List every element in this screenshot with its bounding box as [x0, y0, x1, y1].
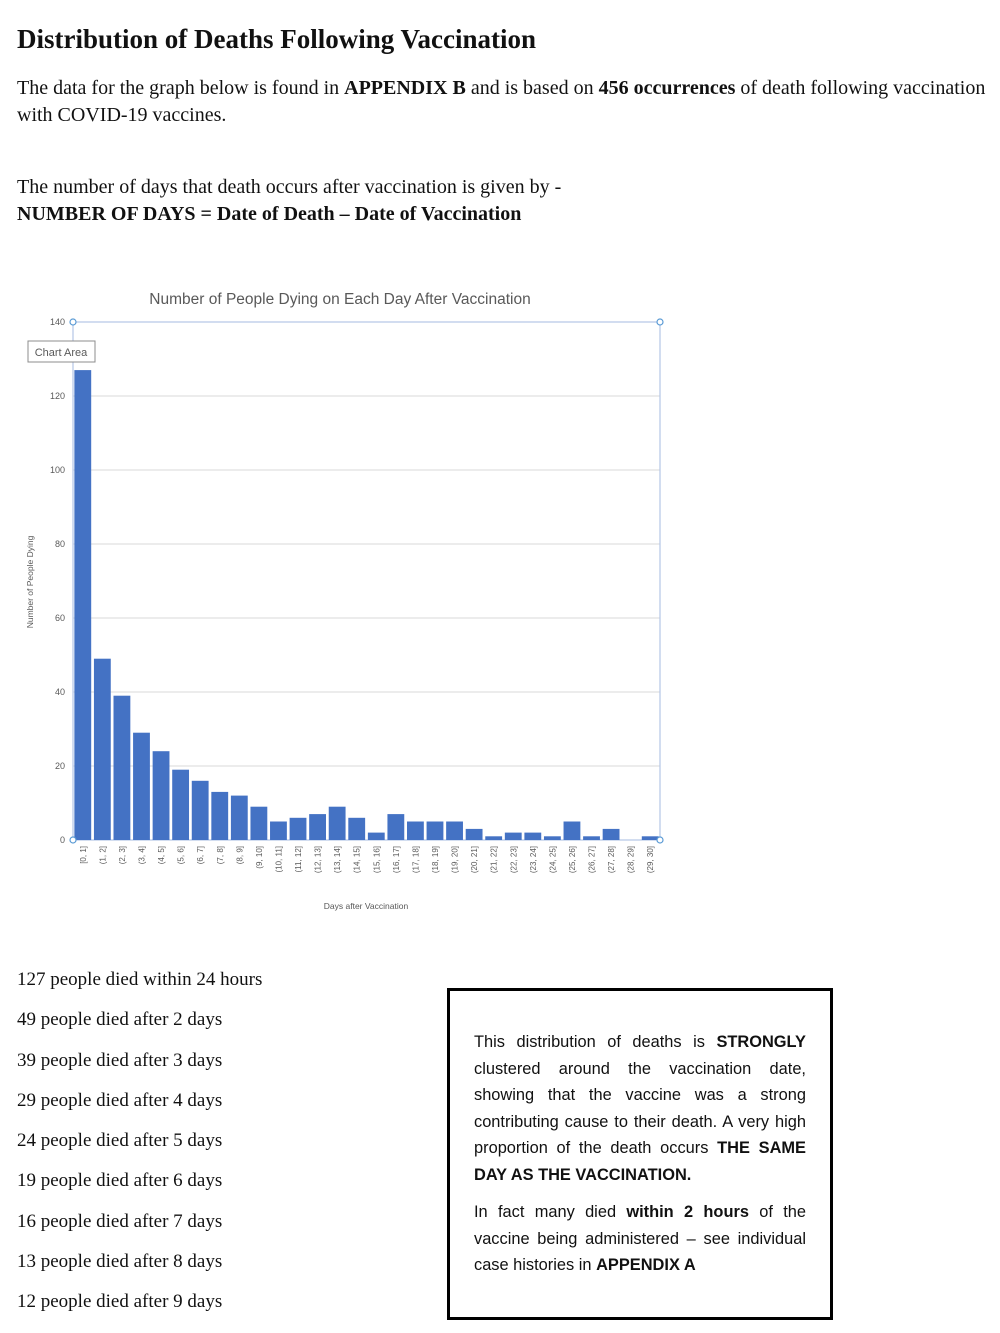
- histogram-chart[interactable]: [10, 280, 680, 930]
- chart-bars: [74, 370, 658, 840]
- histogram-bar: [642, 836, 659, 840]
- x-tick-label: (24, 25]: [548, 846, 558, 874]
- conclusion-paragraph-2: [474, 1199, 806, 1279]
- x-tick-label: (12, 13]: [313, 846, 323, 874]
- conclusion-paragraph-1: [474, 1029, 806, 1188]
- y-tick-label: 0: [59, 835, 65, 845]
- histogram-bar: [74, 370, 91, 840]
- histogram-bar: [564, 822, 581, 841]
- histogram-bar: [153, 751, 170, 840]
- occurrence-count: 456 occurrences: [598, 77, 736, 99]
- x-tick-label: (8, 9]: [235, 846, 245, 865]
- histogram-bar: [348, 818, 365, 840]
- resize-handle[interactable]: [70, 837, 76, 843]
- y-tick-label: 140: [49, 317, 65, 327]
- resize-handle[interactable]: [657, 837, 663, 843]
- x-tick-label: (22, 23]: [509, 846, 519, 874]
- intro-text-2: and is based on: [465, 77, 599, 99]
- histogram-bar: [427, 822, 444, 841]
- x-tick-label: (13, 14]: [333, 846, 343, 874]
- histogram-bar: [446, 822, 463, 841]
- page-heading: Distribution of Deaths Following Vaccination: [17, 24, 537, 54]
- list-item: 127 people died within 24 hours: [17, 969, 263, 990]
- histogram-bar: [387, 814, 404, 840]
- appendix-b-reference: APPENDIX B: [344, 77, 466, 99]
- y-tick-label: 20: [54, 761, 65, 771]
- y-tick-label: 100: [49, 465, 65, 475]
- histogram-bar: [290, 818, 307, 840]
- x-tick-label: (2, 3]: [117, 846, 127, 865]
- list-item: 19 people died after 6 days: [17, 1170, 223, 1192]
- formula-block: [17, 174, 917, 228]
- conclusion-box: [447, 988, 833, 1320]
- x-tick-label: (14, 15]: [352, 846, 362, 874]
- histogram-bar: [583, 836, 600, 840]
- list-item: 24 people died after 5 days: [17, 1130, 223, 1152]
- x-tick-label: (5, 6]: [176, 846, 186, 865]
- x-tick-label: (3, 4]: [137, 846, 147, 865]
- histogram-bar: [270, 822, 287, 841]
- formula-definition: NUMBER OF DAYS = Date of Death – Date of Vaccination: [17, 203, 522, 225]
- note-emphasis: STRONGLY: [716, 1033, 806, 1051]
- histogram-bar: [250, 807, 267, 840]
- x-tick-label: (11, 12]: [294, 846, 304, 873]
- list-item: 39 people died after 3 days: [17, 1049, 223, 1071]
- list-item: 13 people died after 8 days: [17, 1251, 223, 1273]
- x-tick-label: (4, 5]: [157, 846, 167, 865]
- histogram-bar: [466, 829, 483, 840]
- x-tick-label: (18, 19]: [430, 846, 440, 874]
- note-text: In fact many died: [474, 1203, 627, 1221]
- resize-handle[interactable]: [657, 319, 663, 325]
- x-tick-label: (16, 17]: [391, 846, 401, 874]
- x-tick-label: (20, 21]: [470, 846, 480, 874]
- list-item: 16 people died after 7 days: [17, 1210, 223, 1232]
- x-tick-label: (26, 27]: [587, 846, 597, 874]
- histogram-bar: [329, 807, 346, 840]
- histogram-bar: [231, 796, 248, 840]
- intro-text-3: of death following vaccination with COVID-19 vaccines.: [17, 77, 986, 126]
- x-tick-label: (9, 10]: [254, 846, 264, 869]
- x-tick-label: (7, 8]: [215, 846, 225, 865]
- deaths-per-day-list: [17, 966, 262, 1329]
- chart-y-axis-label: Number of People Dying: [25, 535, 35, 629]
- x-tick-label: (15, 16]: [372, 846, 382, 874]
- intro-text-1: The data for the graph below is found in: [17, 77, 345, 99]
- formula-intro: The number of days that death occurs after vaccination is given by -: [17, 176, 562, 198]
- histogram-bar: [544, 836, 561, 840]
- histogram-bar: [133, 733, 150, 840]
- histogram-bar: [524, 833, 541, 840]
- note-text: clustered around the vaccination date, showing that the vaccine was a strong contributing cause to their death. A very high proportion of the death occurs: [474, 1059, 806, 1157]
- resize-handle[interactable]: [70, 319, 76, 325]
- x-tick-label: (28, 29]: [626, 846, 636, 874]
- list-item: 29 people died after 4 days: [17, 1089, 223, 1111]
- histogram-bar: [192, 781, 209, 840]
- y-tick-label: 80: [54, 539, 65, 549]
- chart-x-axis-label: Days after Vaccination: [323, 901, 409, 911]
- histogram-bar: [309, 814, 326, 840]
- list-item: 12 people died after 9 days: [17, 1291, 223, 1313]
- x-tick-label: (10, 11]: [274, 846, 284, 873]
- histogram-bar: [368, 833, 385, 840]
- histogram-bar: [485, 836, 502, 840]
- histogram-bar: [603, 829, 620, 840]
- histogram-bar: [407, 822, 424, 841]
- note-emphasis: within 2 hours: [626, 1203, 749, 1221]
- x-tick-label: [0, 1]: [78, 846, 88, 864]
- note-text: of the vaccine being administered – see individual case histories in: [474, 1203, 807, 1274]
- histogram-bar: [505, 833, 522, 840]
- y-tick-label: 120: [49, 391, 65, 401]
- y-tick-label: 60: [54, 613, 65, 623]
- x-tick-label: (23, 24]: [528, 846, 538, 874]
- histogram-bar: [172, 770, 189, 840]
- y-tick-label: 40: [54, 687, 65, 697]
- note-emphasis: THE SAME DAY AS THE VACCINATION.: [474, 1139, 806, 1184]
- x-tick-label: (21, 22]: [489, 846, 499, 874]
- note-text: This distribution of deaths is: [474, 1033, 717, 1051]
- chart-title: Number of People Dying on Each Day After Vaccination: [149, 291, 531, 308]
- x-tick-label: (29, 30]: [646, 846, 656, 874]
- histogram-bar: [211, 792, 228, 840]
- x-tick-label: (1, 2]: [98, 846, 108, 865]
- x-tick-label: (6, 7]: [196, 846, 206, 865]
- list-item: 49 people died after 2 days: [17, 1009, 223, 1031]
- x-tick-label: (25, 26]: [567, 846, 577, 874]
- x-tick-label: (27, 28]: [607, 846, 617, 874]
- histogram-bar: [94, 659, 111, 840]
- note-emphasis: APPENDIX A: [596, 1256, 696, 1274]
- x-tick-label: (17, 18]: [411, 846, 421, 874]
- x-tick-label: (19, 20]: [450, 846, 460, 874]
- histogram-bar: [114, 696, 131, 840]
- chart-area-tooltip: Chart Area: [34, 347, 88, 359]
- intro-paragraph: [17, 75, 992, 129]
